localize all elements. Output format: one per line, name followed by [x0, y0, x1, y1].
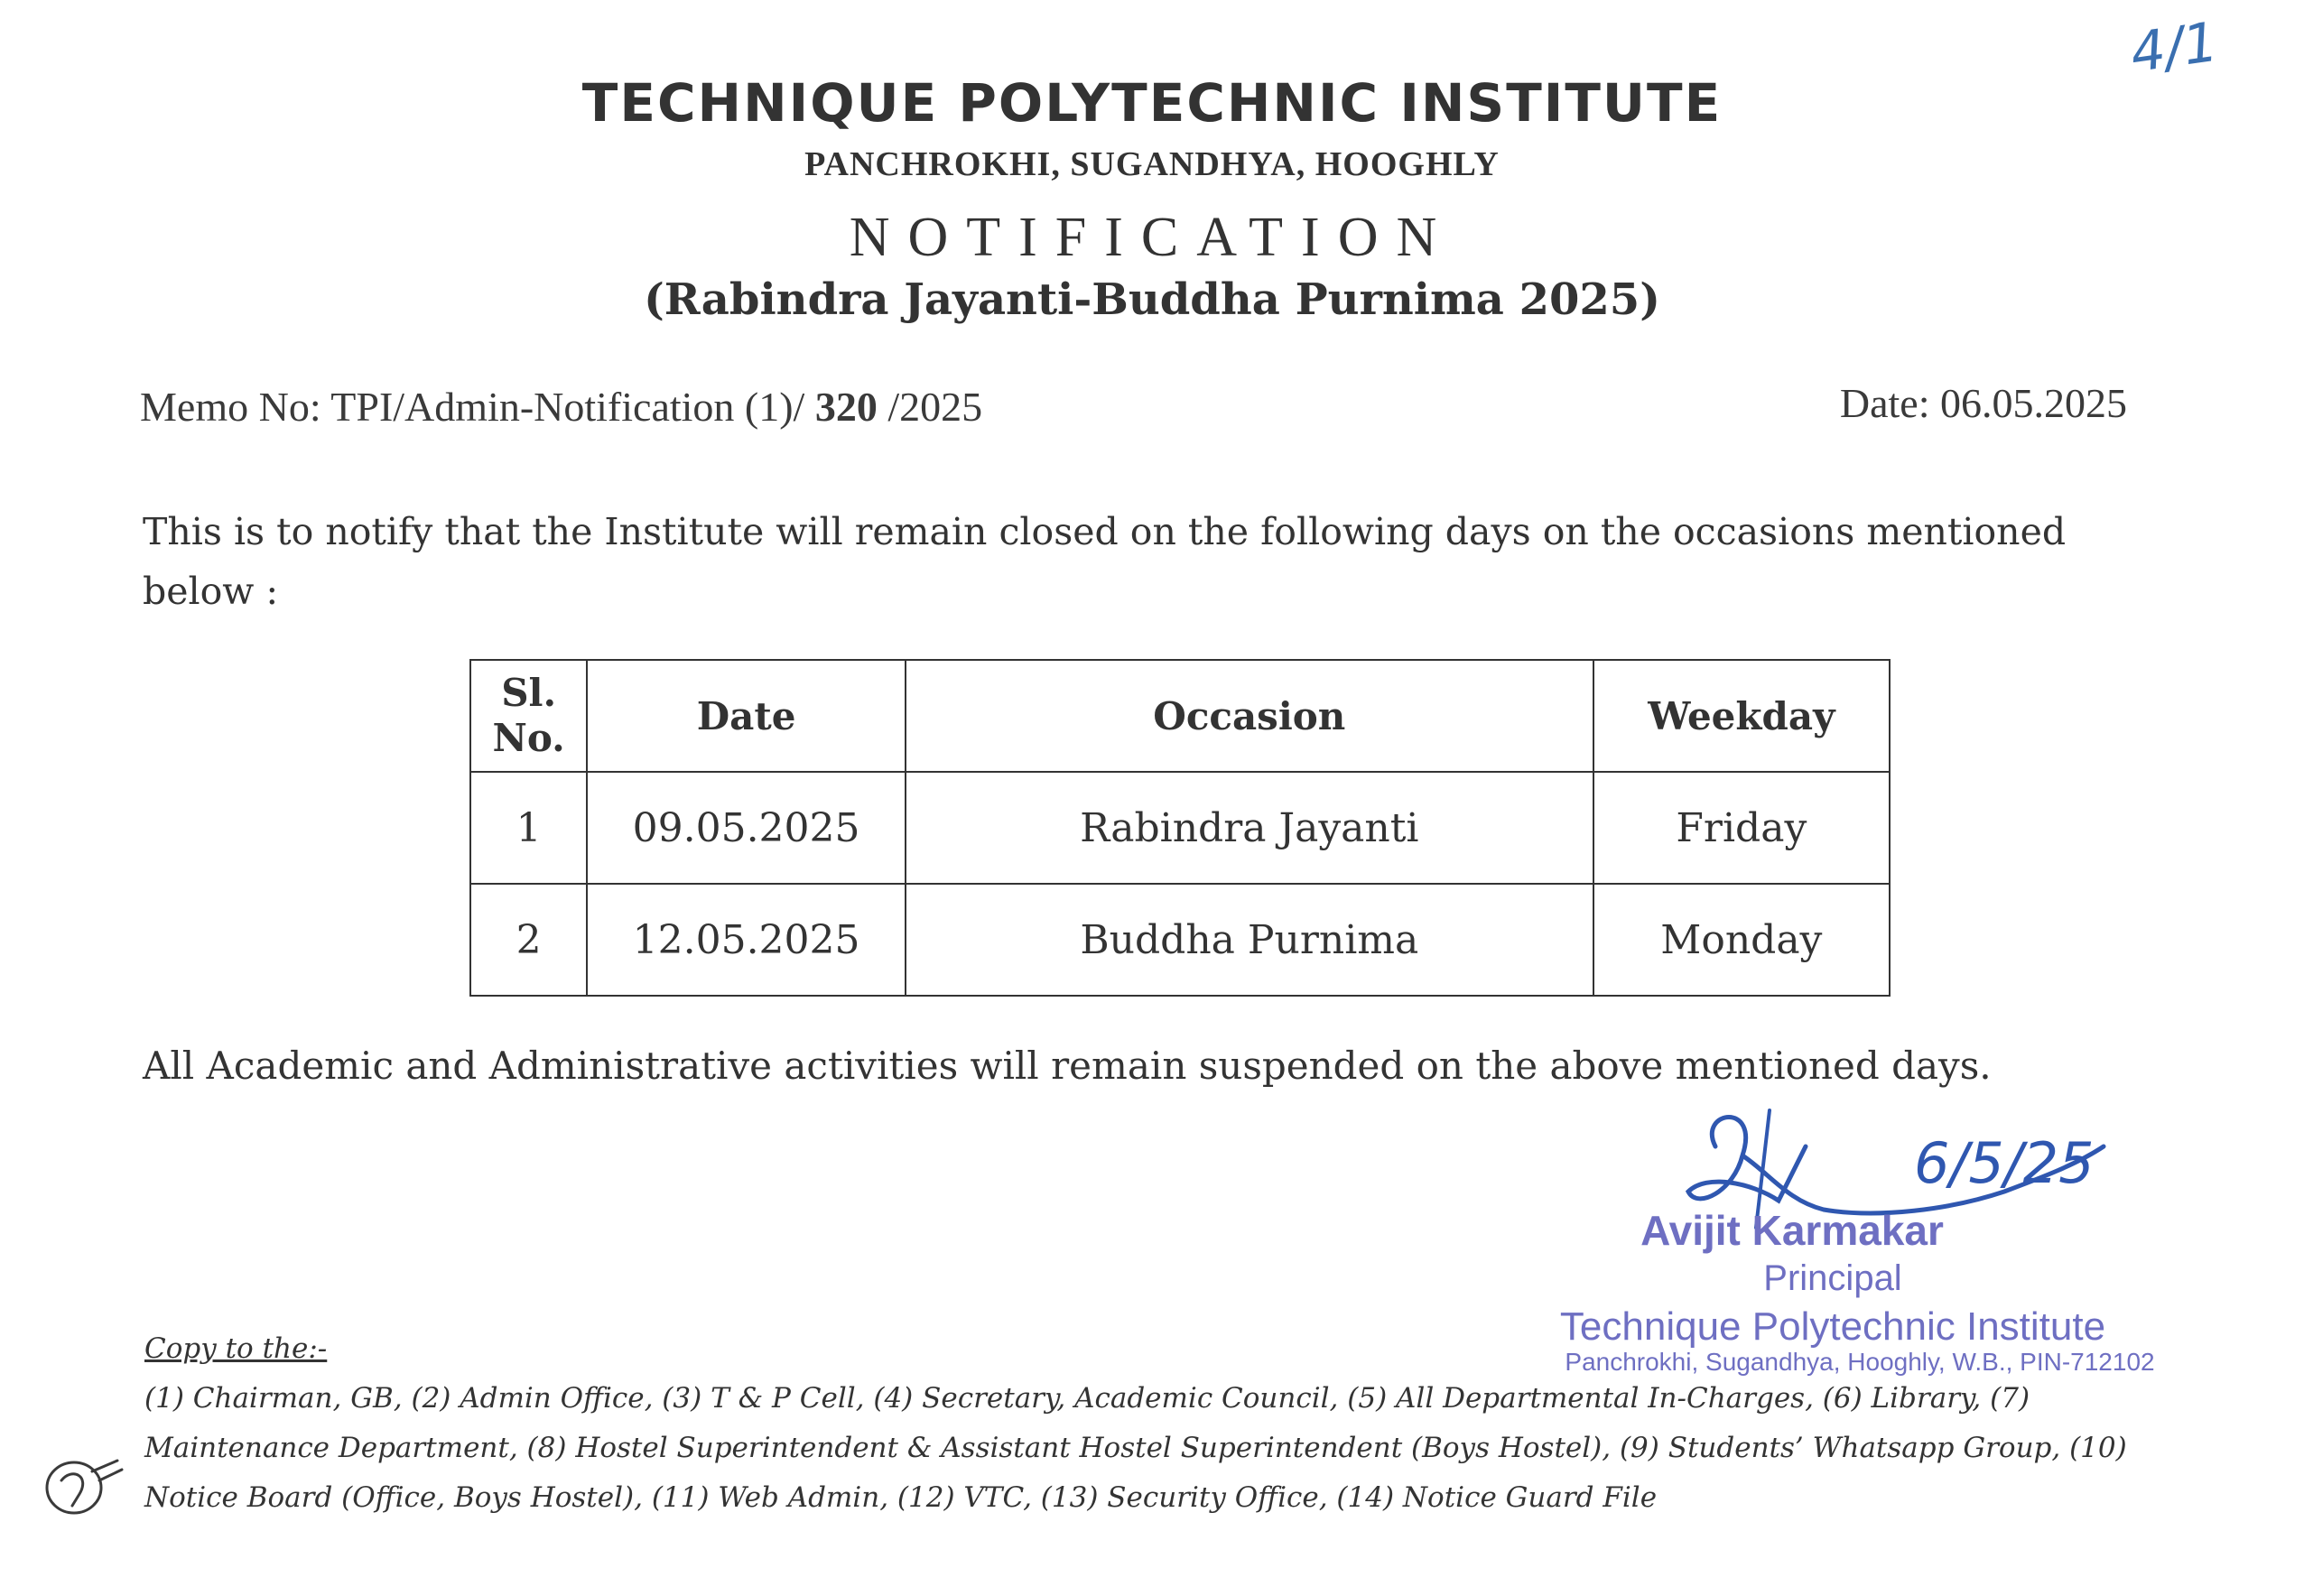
memo-number: 320 — [814, 384, 878, 430]
intro-paragraph: This is to notify that the Institute will remain closed on the following days on the occasions mentioned below : — [143, 510, 2067, 613]
signature-date: 6/5/25 — [1914, 1130, 2095, 1196]
closing-statement: All Academic and Administrative activities will remain suspended on the above mentioned days. — [143, 1044, 1992, 1088]
header-occasion: Occasion — [906, 660, 1593, 772]
memo-number-line — [140, 383, 982, 431]
row-sl: 1 — [470, 772, 587, 884]
header-sl-line1: Sl. — [501, 671, 557, 715]
header-sl-line2: No. — [492, 716, 565, 760]
memo-date: Date: 06.05.2025 — [1839, 380, 2127, 426]
notification-heading: NOTIFICATION — [849, 207, 1455, 268]
corner-page-mark: 4/1 — [2126, 10, 2222, 86]
header-sl-no — [470, 660, 587, 772]
stamp-name: Avijit Karmakar — [1640, 1207, 1944, 1254]
row-occasion: Rabindra Jayanti — [906, 772, 1593, 884]
memo-prefix: Memo No: TPI/Admin-Notification (1)/ — [140, 384, 815, 430]
memo-suffix: /2025 — [877, 384, 983, 430]
stamp-title: Principal — [1763, 1258, 1902, 1298]
principal-stamp — [1445, 1206, 2221, 1377]
row-sl: 2 — [470, 884, 587, 996]
stamp-institute: Technique Polytechnic Institute — [1559, 1304, 2106, 1349]
table-header-row — [470, 660, 1890, 772]
stamp-address: Panchrokhi, Sugandhya, Hooghly, W.B., PIN-712102 — [1565, 1348, 2155, 1376]
copy-to-heading: Copy to the:- — [144, 1332, 328, 1365]
institute-address: PANCHROKHI, SUGANDHYA, HOOGHLY — [804, 145, 1500, 183]
header-weekday: Weekday — [1593, 660, 1890, 772]
row-date: 12.05.2025 — [587, 884, 906, 996]
copy-to-list: (1) Chairman, GB, (2) Admin Office, (3) T & P Cell, (4) Secretary, Academic Council, (5) All Departmental In-Charges, (6) Library, (7) Maintenance Department, (8) Hostel Superintendent & Assistant Hostel Superintendent (Boys Hostel), (9) Students’ Whatsapp Group, (10) Notice Board (Office, Boys Hostel), (11) Web Admin, (12) VTC, (13) Security Office, (14) Notice Guard File — [144, 1382, 2127, 1514]
institute-name: TECHNIQUE POLYTECHNIC INSTITUTE — [581, 72, 1723, 134]
handwritten-initials — [36, 1444, 135, 1526]
row-date: 09.05.2025 — [587, 772, 906, 884]
table-row — [470, 884, 1890, 996]
row-weekday: Friday — [1593, 772, 1890, 884]
row-weekday: Monday — [1593, 884, 1890, 996]
table-row — [470, 772, 1890, 884]
notification-subtitle: (Rabindra Jayanti-Buddha Purnima 2025) — [644, 274, 1660, 325]
row-occasion: Buddha Purnima — [906, 884, 1593, 996]
holiday-table — [469, 659, 1891, 997]
header-date: Date — [587, 660, 906, 772]
